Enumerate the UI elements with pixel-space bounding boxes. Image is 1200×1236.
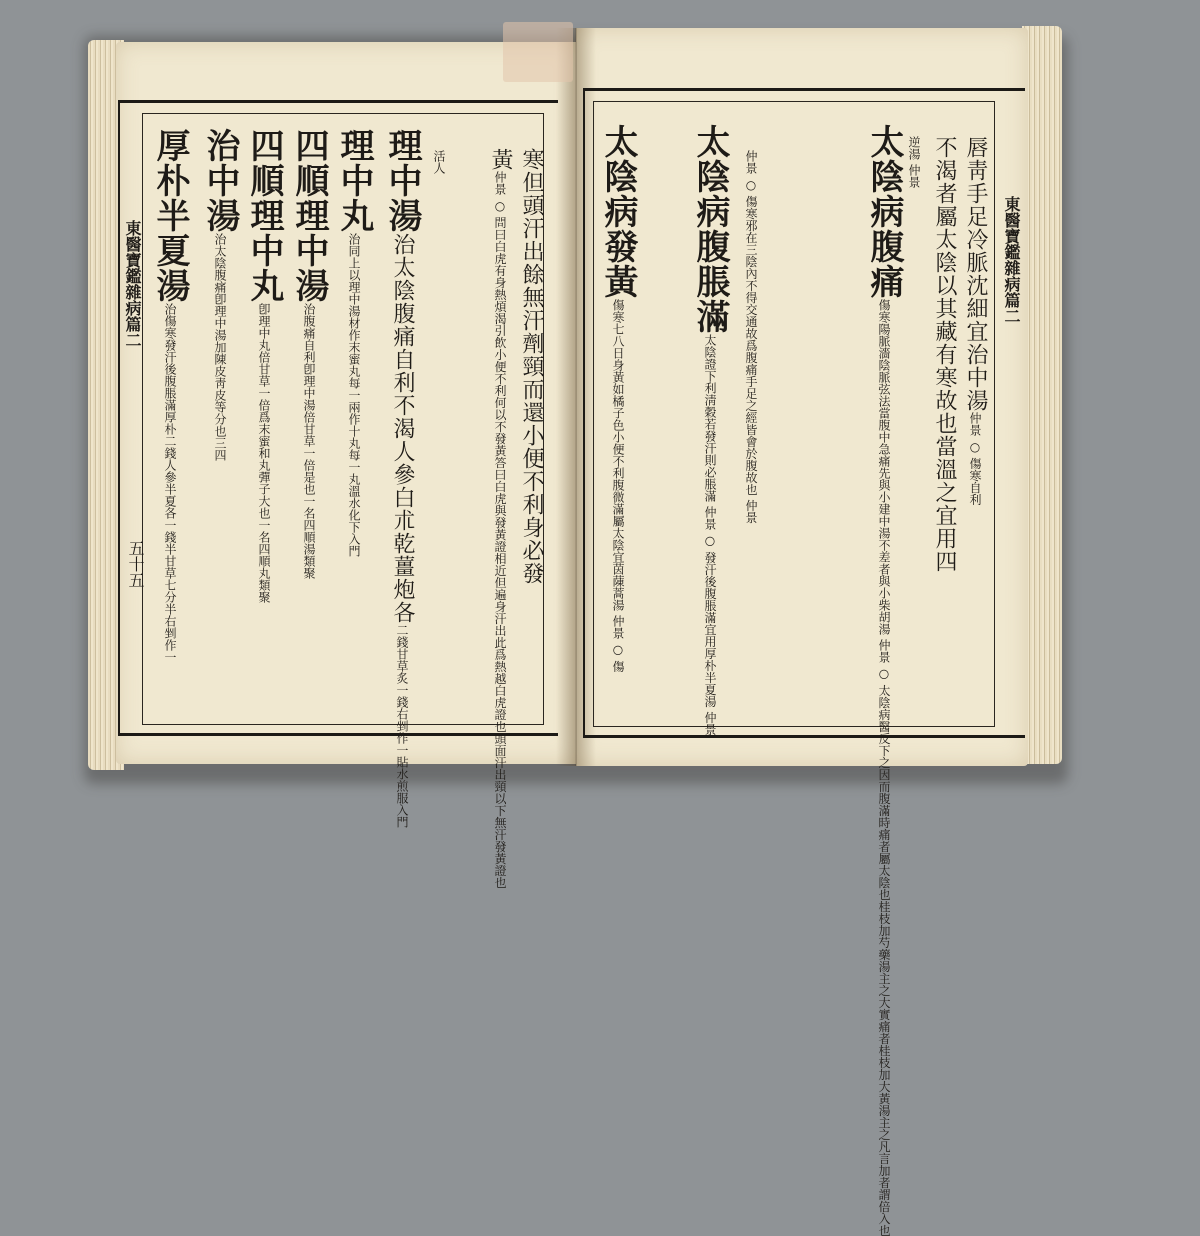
left-page-number: 五十五 [126,540,145,588]
section-heading: 理中湯 [382,128,422,233]
section-heading: 太陰病腹脹滿 [690,124,730,334]
column-note: 仲景 ○ 傷寒邪在三陰內不得交通故爲腹痛手足之經皆會於腹故也 仲景 [744,150,758,524]
column-note: 治同上以理中湯材作末蜜丸每一兩作十丸每一丸溫水化下入門 [347,233,361,557]
right-column-2 [929,136,960,726]
left-column-7 [240,128,289,718]
section-heading: 治中湯 [200,128,240,233]
column-note: 太陰證下利淸穀若發汗則必脹滿 仲景 ○ 發汗後腹脹滿宜用厚朴半夏湯 仲景 [703,334,717,736]
column-note: 逆湯 仲景 [907,136,921,188]
column-note: 治太陰腹痛卽理中湯加陳皮靑皮等分也三四 [213,233,227,461]
left-column-2 [485,148,516,889]
left-column-6 [285,128,334,718]
right-side-title: 東醫寶鑑雜病篇二 [1002,196,1021,324]
section-heading: 理中丸 [334,128,374,233]
section-heading: 太陰病腹痛 [864,124,904,299]
library-stamp [503,22,573,82]
column-note: 仲景 ○ 傷寒自利 [968,412,982,506]
section-heading: 太陰病發黃 [598,124,638,299]
left-side-title: 東醫寶鑑雜病篇二 [123,220,142,348]
left-column-5 [330,128,379,718]
section-heading: 四順理中丸 [244,128,284,303]
right-column-6 [686,124,735,736]
section-heading: 四順理中湯 [289,128,329,303]
left-column-8 [196,128,245,718]
column-text: 寒但頭汗出餘無汗劑頸而還小便不利身必發 [519,148,544,585]
column-note: 活人 [432,150,446,174]
column-note: 治腹痛自利卽理中湯倍甘草一倍是也一名四順湯類聚 [302,303,316,579]
right-column-7 [594,124,643,724]
right-column-4 [860,124,909,1236]
column-note: 二錢甘草炙一錢右剉作一貼水煎服入門 [395,624,409,828]
left-column-3 [430,150,449,710]
column-text: 黃 [488,148,513,171]
right-page-edges [1022,26,1062,764]
column-note: 卽理中丸倍甘草一倍爲末蜜和丸彈子大也一名四順丸類聚 [257,303,271,603]
column-text: 唇靑手足冷脈沈細宜治中湯 [963,136,988,412]
right-column-5 [742,150,761,720]
left-column-1 [516,148,547,708]
column-note: 傷寒七八日身黃如橘子色小便不利腹微滿屬太陰宜茵蔯蒿湯 仲景 ○ 傷 [611,299,625,673]
column-text: 不渴者屬太陰以其藏有寒故也當溫之宜用四 [932,136,957,573]
column-note: 傷寒陽脈濇陰脈弦法當腹中急痛先與小建中湯不差者與小柴胡湯 仲景 ○ 太陰病醫反下之因而腹滿時痛者屬太陰也桂枝加芍藥湯主之大實痛者桂枝加大黃湯主之凡言加者謂倍入也 [877,299,891,1236]
column-note: 仲景 ○ 問曰白虎有身熱煩渴引飲小便不利何以不發黃答曰白虎與發黃證相近但遍身汗出此爲熱越白虎證也頭面汗出頸以下無汗發黃證也 [493,171,507,889]
left-column-4 [378,128,427,828]
column-note: 治傷寒發汗後腹脹滿厚朴二錢人參半夏各一錢半甘草七分半右剉作一 [163,303,177,663]
right-column-1 [960,136,991,726]
left-column-9 [146,128,195,718]
section-heading: 厚朴半夏湯 [150,128,190,303]
column-text: 治太陰腹痛自利不渴人參白朮乾薑炮各 [390,233,415,624]
